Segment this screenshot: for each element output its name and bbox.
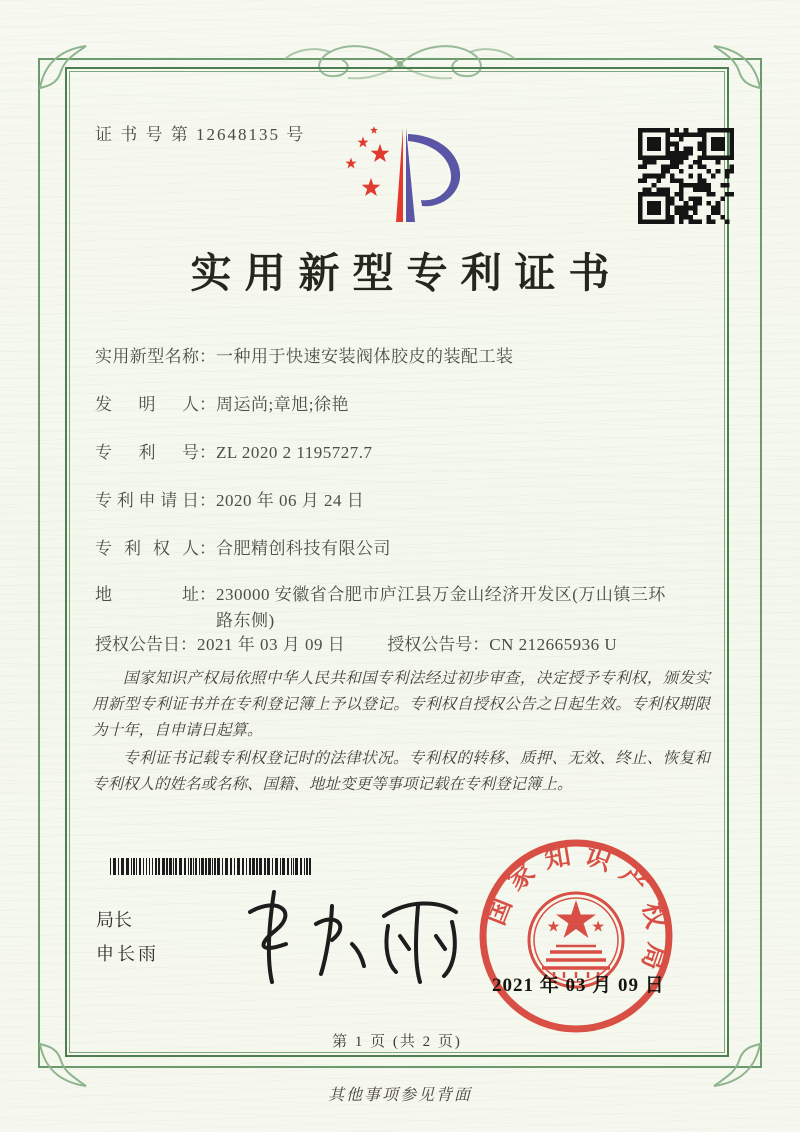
certificate-number: 证 书 号 第 12648135 号 (95, 125, 306, 144)
frame-outer-bottom-line (38, 1066, 762, 1068)
back-side-note: 其他事项参见背面 (327, 1087, 472, 1104)
field-row-patentee (95, 536, 715, 562)
field-label: 专利申请日 (95, 491, 199, 510)
frame-outer-top-line (38, 58, 762, 60)
field-value: 周运尚;章旭;徐艳 (216, 395, 349, 414)
field-value: CN 212665936 U (489, 635, 618, 654)
field-label: 地址 (95, 585, 199, 604)
field-row-grant (95, 632, 715, 658)
field-label: 发明人 (95, 395, 199, 414)
field-colon: ： (199, 585, 216, 604)
frame-outer-left-line (38, 58, 40, 1068)
field-label: 实用新型名称 (95, 347, 199, 366)
field-row-filing-date (95, 488, 715, 514)
field-label: 授权公告日 (95, 635, 180, 654)
field-colon: ： (199, 491, 216, 510)
field-colon: ： (472, 635, 490, 654)
field-label: 授权公告号 (387, 635, 473, 654)
field-value: 2020 年 06 月 24 日 (216, 491, 365, 510)
qr-code (638, 128, 734, 229)
field-value: 一种用于快速安装阀体胶皮的装配工装 (216, 347, 514, 366)
field-value: ZL 2020 2 1195727.7 (216, 443, 373, 462)
field-value: 2021 年 03 月 09 日 (197, 635, 346, 654)
field-value: 230000 安徽省合肥市庐江县万金山经济开发区(万山镇三环路东侧) (216, 585, 666, 630)
field-colon: ： (199, 395, 216, 414)
certificate-title: 实用新型专利证书 (190, 250, 623, 296)
field-row-inventor (95, 392, 715, 418)
field-label: 专利权人 (95, 539, 199, 558)
barcode (110, 858, 316, 875)
field-label: 专利号 (95, 443, 199, 462)
commissioner-signature (212, 878, 477, 993)
legal-paragraph-2: 专利证书记载专利权登记时的法律状况。专利权的转移、质押、无效、终止、恢复和专利权人的姓名或名称、国籍、地址变更等事项记载在专利登记簿上。 (92, 750, 710, 793)
field-colon: ： (199, 443, 216, 462)
page-number: 第 1 页 (共 2 页) (332, 1034, 462, 1050)
commissioner-title: 局长 (96, 910, 132, 930)
cnipa-logo (330, 110, 476, 230)
seal-date: 2021 年 03 月 09 日 (492, 975, 665, 996)
legal-paragraph-1: 国家知识产权局依照中华人民共和国专利法经过初步审查，决定授予专利权，颁发实用新型专利证书并在专利登记簿上予以登记。专利权自授权公告之日起生效。专利权期限为十年，自申请日起算。 (92, 670, 710, 739)
commissioner-name: 申长雨 (96, 944, 159, 964)
field-value: 合肥精创科技有限公司 (216, 539, 391, 558)
seal-ring-text: 国家知识产权局 (480, 839, 673, 985)
field-row-patent-number (95, 440, 715, 466)
legal-text (92, 666, 710, 800)
field-colon: ： (180, 635, 197, 654)
cnipa-official-seal (476, 836, 676, 1036)
field-colon: ： (199, 539, 216, 558)
field-row-utility-model-name (95, 344, 715, 370)
frame-outer-right-line (760, 58, 762, 1068)
field-row-address (95, 582, 715, 634)
field-colon: ： (199, 347, 216, 366)
